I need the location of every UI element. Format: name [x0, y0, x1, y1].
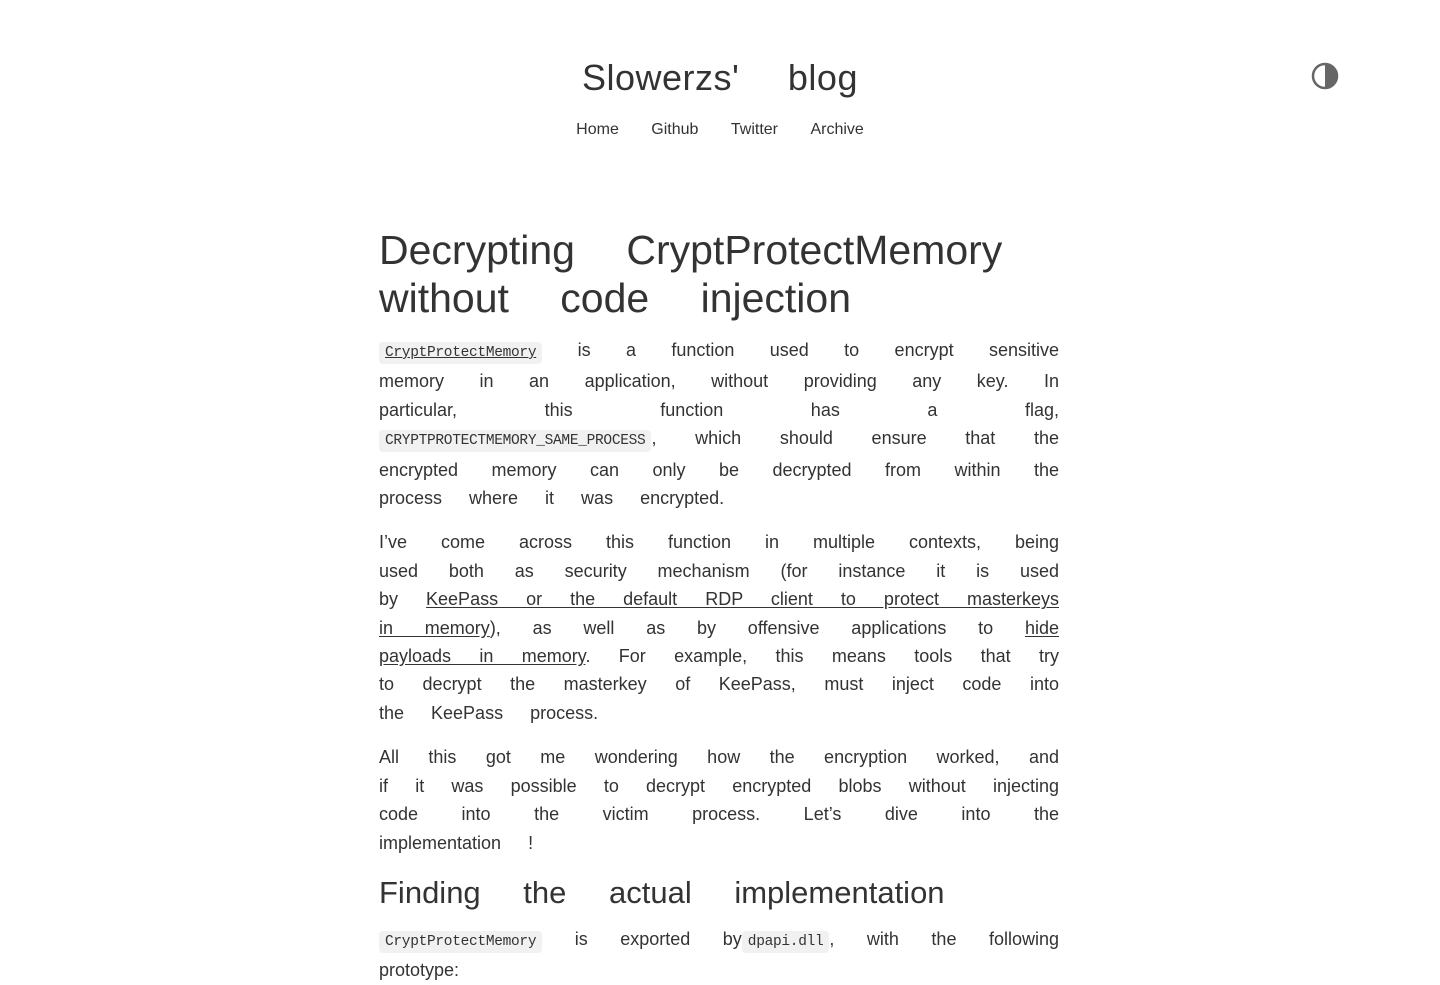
paragraph-text: I’ve come across this function in multiple contexts, being used both as security mechanism (for instance it is used by	[379, 532, 1059, 610]
nav-twitter-link[interactable]: Twitter	[730, 121, 779, 138]
paragraph-text: , which should ensure that the encrypted memory can only be decrypted from within the process where it was encrypted.	[379, 428, 1059, 509]
main-nav	[0, 120, 1440, 140]
inline-code: CryptProtectMemory	[379, 931, 542, 953]
paragraph-text: ), as well as by offensive applications to	[489, 617, 1025, 638]
nav-github-link[interactable]: Github	[651, 121, 699, 138]
site-title[interactable]: Slowerzs' blog	[582, 57, 858, 98]
section-heading: Finding the actual implementation	[379, 874, 945, 910]
hide-payloads-link[interactable]: hide payloads in memory	[379, 617, 1059, 667]
cryptprotectmemory-code-link[interactable]: CryptProtectMemory	[379, 342, 542, 364]
nav-home-link[interactable]: Home	[576, 121, 619, 138]
paragraph-text: . For example, this means tools that try to decrypt the masterkey of KeePass, must inject code into the KeePass process.	[379, 646, 1060, 723]
half-circle-contrast-icon	[1311, 62, 1339, 90]
nav-archive-link[interactable]: Archive	[810, 121, 864, 138]
post-paragraph-1	[379, 336, 1059, 512]
site-header	[0, 0, 1440, 180]
keepass-rdp-link[interactable]: KeePass or the default RDP client to protect masterkeys in memory	[379, 589, 1059, 638]
paragraph-text: is a function used to encrypt sensitive memory in an application, without providing any key. In particular, this function has a flag,	[379, 340, 1059, 420]
inline-code: CRYPTPROTECTMEMORY_SAME_PROCESS	[379, 430, 651, 452]
post-paragraph-3: All this got me wondering how the encryption worked, and if it was possible to decrypt encrypted blobs without injecting code into the victim process. Let’s dive into the implementation !	[379, 747, 1059, 853]
post-content	[379, 226, 1059, 985]
post-paragraph-2	[379, 528, 1059, 727]
paragraph-text: , with the following prototype:	[379, 928, 1059, 981]
paragraph-text: is exported by	[542, 928, 742, 949]
theme-toggle-button[interactable]	[1311, 62, 1339, 90]
post-title: Decrypting CryptProtectMemory without code injection	[379, 227, 1003, 321]
post-paragraph-4	[379, 925, 1059, 985]
inline-code: dpapi.dll	[742, 931, 830, 953]
